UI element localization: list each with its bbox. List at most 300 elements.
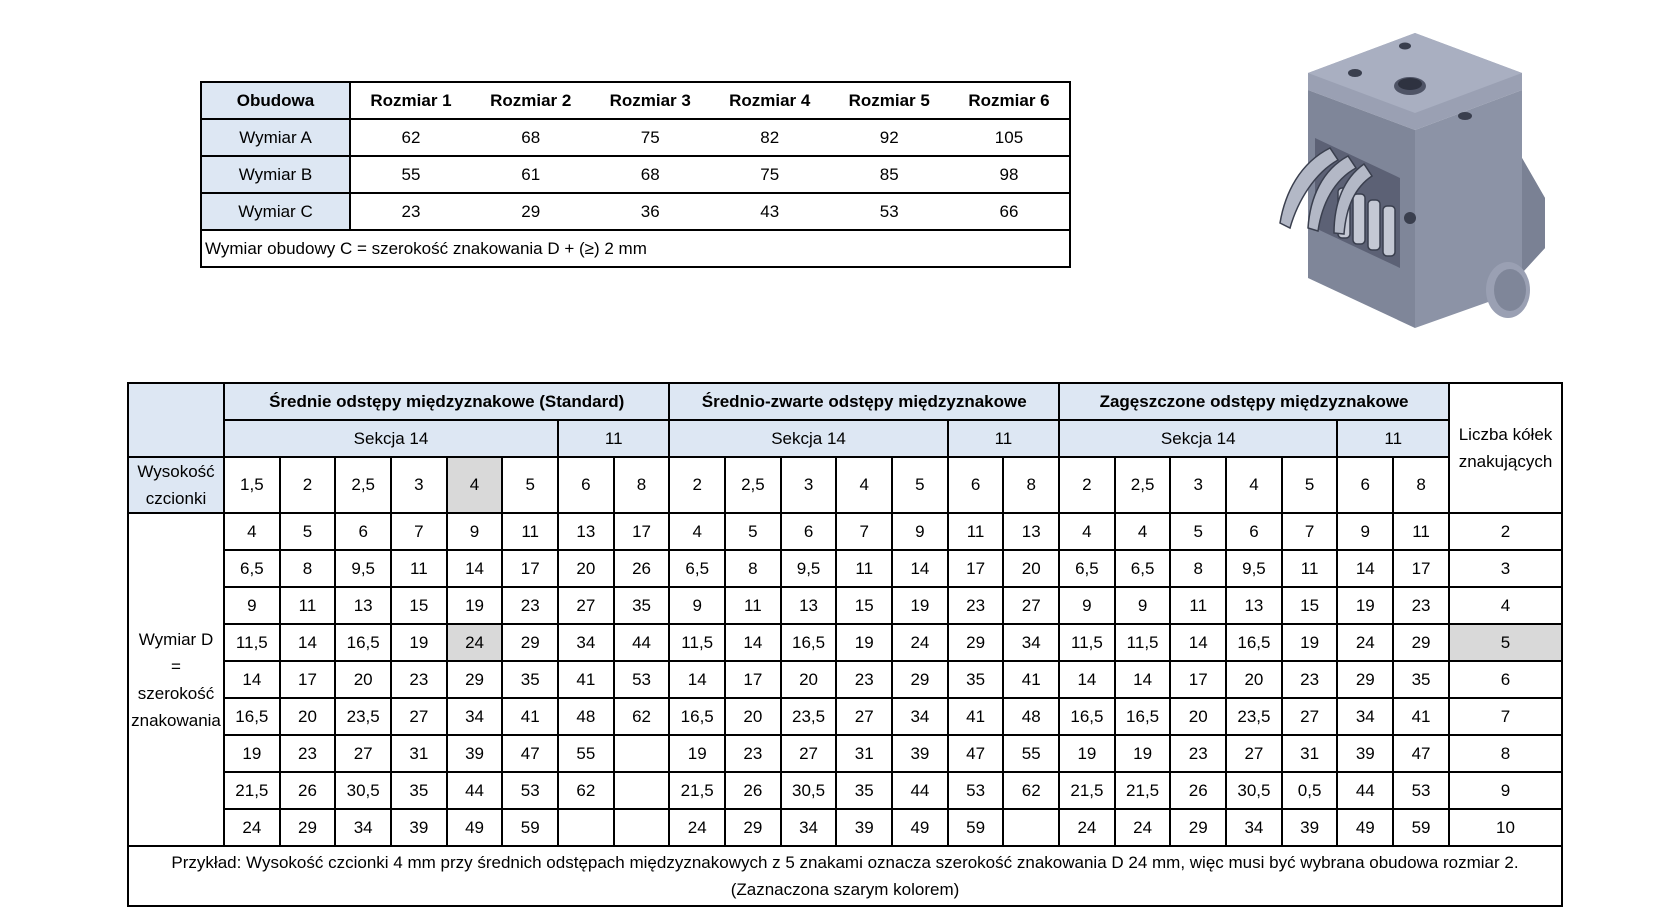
font-height-cell: 2,5 [1115, 457, 1171, 513]
marking-width-cell: 16,5 [1059, 698, 1115, 735]
marking-width-cell: 34 [892, 698, 948, 735]
marking-width-cell: 11,5 [224, 624, 280, 661]
marking-width-cell: 23 [391, 661, 447, 698]
marking-width-cell: 27 [335, 735, 391, 772]
marking-width-cell: 21,5 [1059, 772, 1115, 809]
marking-width-cell: 26 [725, 772, 781, 809]
marking-width-cell: 27 [781, 735, 837, 772]
dim-cell: 105 [949, 119, 1070, 156]
font-height-cell: 2 [1059, 457, 1115, 513]
marking-width-cell: 24 [892, 624, 948, 661]
marking-width-cell: 14 [725, 624, 781, 661]
marking-width-cell: 9 [669, 587, 725, 624]
char-data-row [128, 513, 1562, 550]
font-height-cell: 8 [1003, 457, 1059, 513]
wheel-count-cell: 7 [1449, 698, 1562, 735]
char-data-row [128, 735, 1562, 772]
marking-width-cell: 14 [1059, 661, 1115, 698]
marking-width-cell: 5 [280, 513, 336, 550]
marking-width-cell: 13 [558, 513, 614, 550]
font-height-cell: 3 [1170, 457, 1226, 513]
font-height-cell: 8 [614, 457, 670, 513]
marking-width-cell: 29 [1393, 624, 1449, 661]
dim-header-label: Obudowa [201, 82, 350, 119]
marking-width-label-line: Wymiar D [138, 629, 214, 649]
dim-row-label: Wymiar C [201, 193, 350, 230]
marking-width-cell: 41 [502, 698, 558, 735]
marking-width-cell: 24 [224, 809, 280, 846]
marking-width-cell: 41 [948, 698, 1004, 735]
marking-width-cell: 11 [1393, 513, 1449, 550]
marking-width-cell: 5 [1170, 513, 1226, 550]
char-table-body [128, 513, 1562, 846]
marking-width-cell: 13 [781, 587, 837, 624]
marking-width-cell: 14 [280, 624, 336, 661]
dim-cell: 68 [590, 156, 710, 193]
dim-size-header: Rozmiar 5 [829, 82, 949, 119]
numbering-head-housing-image [1260, 28, 1560, 346]
dim-cell: 23 [350, 193, 471, 230]
dim-cell: 98 [949, 156, 1070, 193]
marking-width-cell: 34 [781, 809, 837, 846]
marking-width-cell: 7 [1282, 513, 1338, 550]
marking-width-cell: 19 [1337, 587, 1393, 624]
group-header-medium: Średnie odstępy międzyznakowe (Standard) [224, 383, 669, 420]
font-height-cell: 3 [391, 457, 447, 513]
marking-width-cell: 34 [558, 624, 614, 661]
marking-width-cell: 26 [1170, 772, 1226, 809]
dim-row-b [201, 156, 1070, 193]
dim-note-row [201, 230, 1070, 267]
dim-cell: 29 [471, 193, 591, 230]
marking-width-cell: 29 [1337, 661, 1393, 698]
section-11-header: 11 [1337, 420, 1449, 457]
marking-width-cell: 47 [948, 735, 1004, 772]
marking-width-cell: 59 [948, 809, 1004, 846]
example-footer-line1: Przykład: Wysokość czcionki 4 mm przy średnich odstępach międzyznakowych z 5 znakami oznacza szerokość znakowania D 24 mm, więc musi być wybrana obudowa rozmiar 2. [171, 853, 1519, 872]
marking-width-cell: 20 [1003, 550, 1059, 587]
char-data-row [128, 772, 1562, 809]
marking-width-cell: 53 [1393, 772, 1449, 809]
dim-cell: 53 [829, 193, 949, 230]
font-height-cell: 2 [669, 457, 725, 513]
marking-width-cell: 29 [447, 661, 503, 698]
char-section-row [128, 420, 1562, 457]
font-height-cell: 2 [280, 457, 336, 513]
marking-width-cell: 19 [447, 587, 503, 624]
font-height-label [128, 457, 224, 513]
marking-width-cell: 15 [1282, 587, 1338, 624]
marking-width-cell: 48 [558, 698, 614, 735]
marking-width-cell: 11,5 [1059, 624, 1115, 661]
marking-width-cell: 49 [447, 809, 503, 846]
marking-width-cell: 23,5 [335, 698, 391, 735]
marking-width-cell: 24 [1337, 624, 1393, 661]
marking-width-cell: 23 [1170, 735, 1226, 772]
marking-width-cell: 6 [1226, 513, 1282, 550]
marking-width-cell: 35 [614, 587, 670, 624]
marking-width-cell: 27 [836, 698, 892, 735]
marking-width-cell: 9 [224, 587, 280, 624]
marking-width-cell: 30,5 [781, 772, 837, 809]
marking-width-cell [614, 735, 670, 772]
marking-width-cell: 11 [280, 587, 336, 624]
dim-size-header: Rozmiar 1 [350, 82, 471, 119]
marking-width-cell: 44 [892, 772, 948, 809]
char-data-row [128, 661, 1562, 698]
marking-width-label-line: = [171, 656, 181, 676]
marking-width-cell: 11 [948, 513, 1004, 550]
marking-width-cell: 20 [335, 661, 391, 698]
marking-width-cell: 9 [1115, 587, 1171, 624]
marking-width-cell: 14 [669, 661, 725, 698]
marking-width-cell: 27 [1282, 698, 1338, 735]
marking-width-cell: 9,5 [1226, 550, 1282, 587]
marking-width-cell: 47 [1393, 735, 1449, 772]
char-data-row [128, 809, 1562, 846]
marking-width-cell: 19 [224, 735, 280, 772]
marking-width-cell: 14 [447, 550, 503, 587]
example-footer-row [128, 846, 1562, 906]
wheel-count-cell: 8 [1449, 735, 1562, 772]
marking-width-cell: 13 [1226, 587, 1282, 624]
font-height-cell: 6 [1337, 457, 1393, 513]
font-height-cell: 4 [1226, 457, 1282, 513]
marking-width-cell: 53 [614, 661, 670, 698]
marking-width-cell: 34 [1003, 624, 1059, 661]
marking-width-cell: 41 [1393, 698, 1449, 735]
marking-width-cell: 14 [224, 661, 280, 698]
marking-width-cell: 26 [614, 550, 670, 587]
marking-width-cell: 20 [280, 698, 336, 735]
marking-width-cell: 19 [1059, 735, 1115, 772]
dim-size-header: Rozmiar 2 [471, 82, 591, 119]
marking-width-cell: 39 [892, 735, 948, 772]
marking-width-cell: 9,5 [335, 550, 391, 587]
char-data-row [128, 698, 1562, 735]
marking-width-cell: 53 [502, 772, 558, 809]
marking-width-cell: 6 [335, 513, 391, 550]
marking-width-cell: 19 [1282, 624, 1338, 661]
marking-width-cell: 4 [224, 513, 280, 550]
section-14-header: Sekcja 14 [669, 420, 947, 457]
section-11-header: 11 [948, 420, 1059, 457]
section-11-header: 11 [558, 420, 669, 457]
wheels-header: Liczba kółek znakujących [1449, 383, 1562, 513]
marking-width-cell: 8 [1170, 550, 1226, 587]
marking-width-cell: 24 [1115, 809, 1171, 846]
marking-width-cell: 21,5 [1115, 772, 1171, 809]
corner-cell [128, 383, 224, 457]
marking-width-cell: 23 [948, 587, 1004, 624]
dim-row-a [201, 119, 1070, 156]
marking-width-cell: 29 [502, 624, 558, 661]
dim-cell: 85 [829, 156, 949, 193]
marking-width-cell: 19 [669, 735, 725, 772]
marking-width-cell: 62 [1003, 772, 1059, 809]
wheel-count-cell: 4 [1449, 587, 1562, 624]
marking-width-cell: 17 [1393, 550, 1449, 587]
marking-width-cell: 23 [1282, 661, 1338, 698]
font-height-cell: 5 [1282, 457, 1338, 513]
wheel-count-cell: 3 [1449, 550, 1562, 587]
font-height-cell: 4 [447, 457, 503, 513]
wheel-count-cell: 6 [1449, 661, 1562, 698]
marking-width-cell: 9,5 [781, 550, 837, 587]
marking-width-cell: 11 [391, 550, 447, 587]
marking-width-cell: 9 [892, 513, 948, 550]
marking-width-cell: 4 [1115, 513, 1171, 550]
marking-width-label-line: znakowania [131, 710, 221, 730]
marking-width-cell: 29 [948, 624, 1004, 661]
font-height-row [128, 457, 1562, 513]
marking-width-cell: 19 [391, 624, 447, 661]
marking-width-cell: 9 [1059, 587, 1115, 624]
marking-width-cell: 35 [502, 661, 558, 698]
dim-cell: 82 [710, 119, 830, 156]
group-header-medium-compact: Średnio-zwarte odstępy międzyznakowe [669, 383, 1059, 420]
example-footer-line2: (Zaznaczona szarym kolorem) [730, 880, 960, 899]
group-header-compact: Zagęszczone odstępy międzyznakowe [1059, 383, 1449, 420]
marking-width-cell: 17 [725, 661, 781, 698]
marking-width-cell: 11 [1170, 587, 1226, 624]
marking-width-cell: 48 [1003, 698, 1059, 735]
marking-width-cell [614, 772, 670, 809]
marking-width-cell: 23 [836, 661, 892, 698]
marking-width-cell: 39 [391, 809, 447, 846]
font-height-label-line2: czcionki [145, 489, 207, 508]
marking-width-cell: 16,5 [224, 698, 280, 735]
marking-width-cell: 19 [836, 624, 892, 661]
marking-width-cell: 59 [1393, 809, 1449, 846]
marking-width-label-line: szerokość [137, 683, 215, 703]
font-height-cell: 1,5 [224, 457, 280, 513]
marking-width-cell: 19 [1115, 735, 1171, 772]
font-height-cell: 5 [502, 457, 558, 513]
marking-width-cell [558, 809, 614, 846]
marking-width-cell: 6 [781, 513, 837, 550]
marking-width-cell: 4 [669, 513, 725, 550]
marking-width-cell: 44 [447, 772, 503, 809]
marking-width-cell: 31 [836, 735, 892, 772]
marking-width-cell: 14 [892, 550, 948, 587]
marking-width-cell: 9 [447, 513, 503, 550]
marking-width-cell: 27 [1003, 587, 1059, 624]
marking-width-cell: 31 [391, 735, 447, 772]
marking-width-cell: 34 [335, 809, 391, 846]
marking-width-cell: 29 [280, 809, 336, 846]
marking-width-cell: 27 [558, 587, 614, 624]
marking-width-cell: 8 [725, 550, 781, 587]
marking-width-cell: 21,5 [669, 772, 725, 809]
dim-row-label: Wymiar B [201, 156, 350, 193]
marking-width-cell: 35 [1393, 661, 1449, 698]
marking-width-cell: 11 [502, 513, 558, 550]
housing-dimension-table [200, 81, 1071, 268]
marking-width-cell: 30,5 [1226, 772, 1282, 809]
font-height-cell: 2,5 [335, 457, 391, 513]
marking-width-cell: 39 [836, 809, 892, 846]
wheel-count-cell: 2 [1449, 513, 1562, 550]
marking-width-cell: 17 [1170, 661, 1226, 698]
marking-width-cell: 16,5 [781, 624, 837, 661]
marking-width-cell: 34 [1226, 809, 1282, 846]
marking-width-cell: 14 [1337, 550, 1393, 587]
marking-width-cell: 55 [1003, 735, 1059, 772]
marking-width-cell: 49 [892, 809, 948, 846]
marking-width-cell: 11,5 [1115, 624, 1171, 661]
font-height-cell: 5 [892, 457, 948, 513]
dim-size-header: Rozmiar 3 [590, 82, 710, 119]
marking-width-cell: 39 [1337, 735, 1393, 772]
marking-width-cell: 30,5 [335, 772, 391, 809]
marking-width-cell: 23 [502, 587, 558, 624]
char-group-row [128, 383, 1562, 420]
marking-width-cell: 14 [1170, 624, 1226, 661]
char-data-row [128, 550, 1562, 587]
dim-cell: 75 [710, 156, 830, 193]
marking-width-cell: 49 [1337, 809, 1393, 846]
marking-width-cell: 16,5 [669, 698, 725, 735]
marking-width-cell: 15 [836, 587, 892, 624]
marking-width-cell: 55 [558, 735, 614, 772]
marking-width-cell [1003, 809, 1059, 846]
marking-width-cell: 27 [391, 698, 447, 735]
marking-width-cell: 17 [614, 513, 670, 550]
marking-width-cell: 35 [948, 661, 1004, 698]
dim-header-row [201, 82, 1070, 119]
wheel-count-cell: 9 [1449, 772, 1562, 809]
dim-cell: 92 [829, 119, 949, 156]
font-height-cell: 6 [558, 457, 614, 513]
marking-width-cell: 20 [558, 550, 614, 587]
marking-width-cell: 16,5 [335, 624, 391, 661]
marking-width-cell: 11,5 [669, 624, 725, 661]
marking-width-cell: 34 [447, 698, 503, 735]
example-footer [128, 846, 1562, 906]
wheel-count-cell: 5 [1449, 624, 1562, 661]
marking-width-cell: 23,5 [781, 698, 837, 735]
char-data-row [128, 587, 1562, 624]
marking-width-cell: 0,5 [1282, 772, 1338, 809]
dim-row-c [201, 193, 1070, 230]
dim-cell: 62 [350, 119, 471, 156]
marking-width-cell: 29 [892, 661, 948, 698]
marking-width-cell: 23,5 [1226, 698, 1282, 735]
dim-size-header: Rozmiar 4 [710, 82, 830, 119]
dim-cell: 68 [471, 119, 591, 156]
marking-width-cell: 21,5 [224, 772, 280, 809]
marking-width-cell: 29 [725, 809, 781, 846]
marking-width-cell: 27 [1226, 735, 1282, 772]
marking-width-cell: 7 [836, 513, 892, 550]
marking-width-cell: 62 [558, 772, 614, 809]
marking-width-cell: 24 [447, 624, 503, 661]
marking-width-cell: 34 [1337, 698, 1393, 735]
marking-width-cell: 39 [1282, 809, 1338, 846]
marking-width-cell: 24 [1059, 809, 1115, 846]
marking-width-cell: 39 [447, 735, 503, 772]
marking-width-cell: 47 [502, 735, 558, 772]
marking-width-cell: 41 [558, 661, 614, 698]
marking-width-cell: 6,5 [1059, 550, 1115, 587]
marking-width-cell: 11 [1282, 550, 1338, 587]
marking-width-cell: 26 [280, 772, 336, 809]
marking-width-cell: 20 [1226, 661, 1282, 698]
marking-width-cell: 17 [502, 550, 558, 587]
font-height-cell: 2,5 [725, 457, 781, 513]
dim-cell: 43 [710, 193, 830, 230]
marking-width-cell: 17 [948, 550, 1004, 587]
dim-cell: 75 [590, 119, 710, 156]
marking-width-cell: 5 [725, 513, 781, 550]
marking-width-cell: 13 [1003, 513, 1059, 550]
marking-width-cell: 16,5 [1115, 698, 1171, 735]
font-height-cell: 3 [781, 457, 837, 513]
marking-width-cell: 44 [614, 624, 670, 661]
font-height-cell: 4 [836, 457, 892, 513]
marking-width-cell: 7 [391, 513, 447, 550]
marking-width-cell: 11 [725, 587, 781, 624]
marking-width-cell: 31 [1282, 735, 1338, 772]
marking-width-cell: 11 [836, 550, 892, 587]
dim-cell: 55 [350, 156, 471, 193]
wheel-count-cell: 10 [1449, 809, 1562, 846]
section-14-header: Sekcja 14 [1059, 420, 1337, 457]
marking-width-cell: 6,5 [669, 550, 725, 587]
marking-width-cell: 4 [1059, 513, 1115, 550]
marking-width-label [128, 513, 224, 846]
marking-width-cell: 9 [1337, 513, 1393, 550]
dim-cell: 61 [471, 156, 591, 193]
font-height-cell: 8 [1393, 457, 1449, 513]
marking-width-cell: 20 [1170, 698, 1226, 735]
char-data-row [128, 624, 1562, 661]
marking-width-cell: 23 [1393, 587, 1449, 624]
dim-note: Wymiar obudowy C = szerokość znakowania D + (≥) 2 mm [201, 230, 1070, 267]
dim-size-header: Rozmiar 6 [949, 82, 1070, 119]
marking-width-cell: 35 [391, 772, 447, 809]
marking-width-cell: 35 [836, 772, 892, 809]
marking-width-cell: 23 [280, 735, 336, 772]
marking-width-cell: 8 [280, 550, 336, 587]
marking-width-cell: 59 [502, 809, 558, 846]
marking-width-cell: 23 [725, 735, 781, 772]
marking-width-cell: 24 [669, 809, 725, 846]
marking-width-cell: 53 [948, 772, 1004, 809]
marking-width-cell: 6,5 [224, 550, 280, 587]
marking-width-cell [614, 809, 670, 846]
marking-width-cell: 17 [280, 661, 336, 698]
marking-width-cell: 13 [335, 587, 391, 624]
marking-width-cell: 19 [892, 587, 948, 624]
dim-row-label: Wymiar A [201, 119, 350, 156]
marking-width-cell: 29 [1170, 809, 1226, 846]
marking-width-cell: 14 [1115, 661, 1171, 698]
marking-width-cell: 16,5 [1226, 624, 1282, 661]
marking-width-cell: 6,5 [1115, 550, 1171, 587]
dim-cell: 66 [949, 193, 1070, 230]
dim-cell: 36 [590, 193, 710, 230]
marking-width-cell: 44 [1337, 772, 1393, 809]
marking-width-cell: 15 [391, 587, 447, 624]
font-height-cell: 6 [948, 457, 1004, 513]
section-14-header: Sekcja 14 [224, 420, 558, 457]
character-spacing-table [127, 382, 1563, 907]
marking-width-cell: 20 [781, 661, 837, 698]
marking-width-cell: 62 [614, 698, 670, 735]
font-height-label-line1: Wysokość [137, 462, 215, 481]
